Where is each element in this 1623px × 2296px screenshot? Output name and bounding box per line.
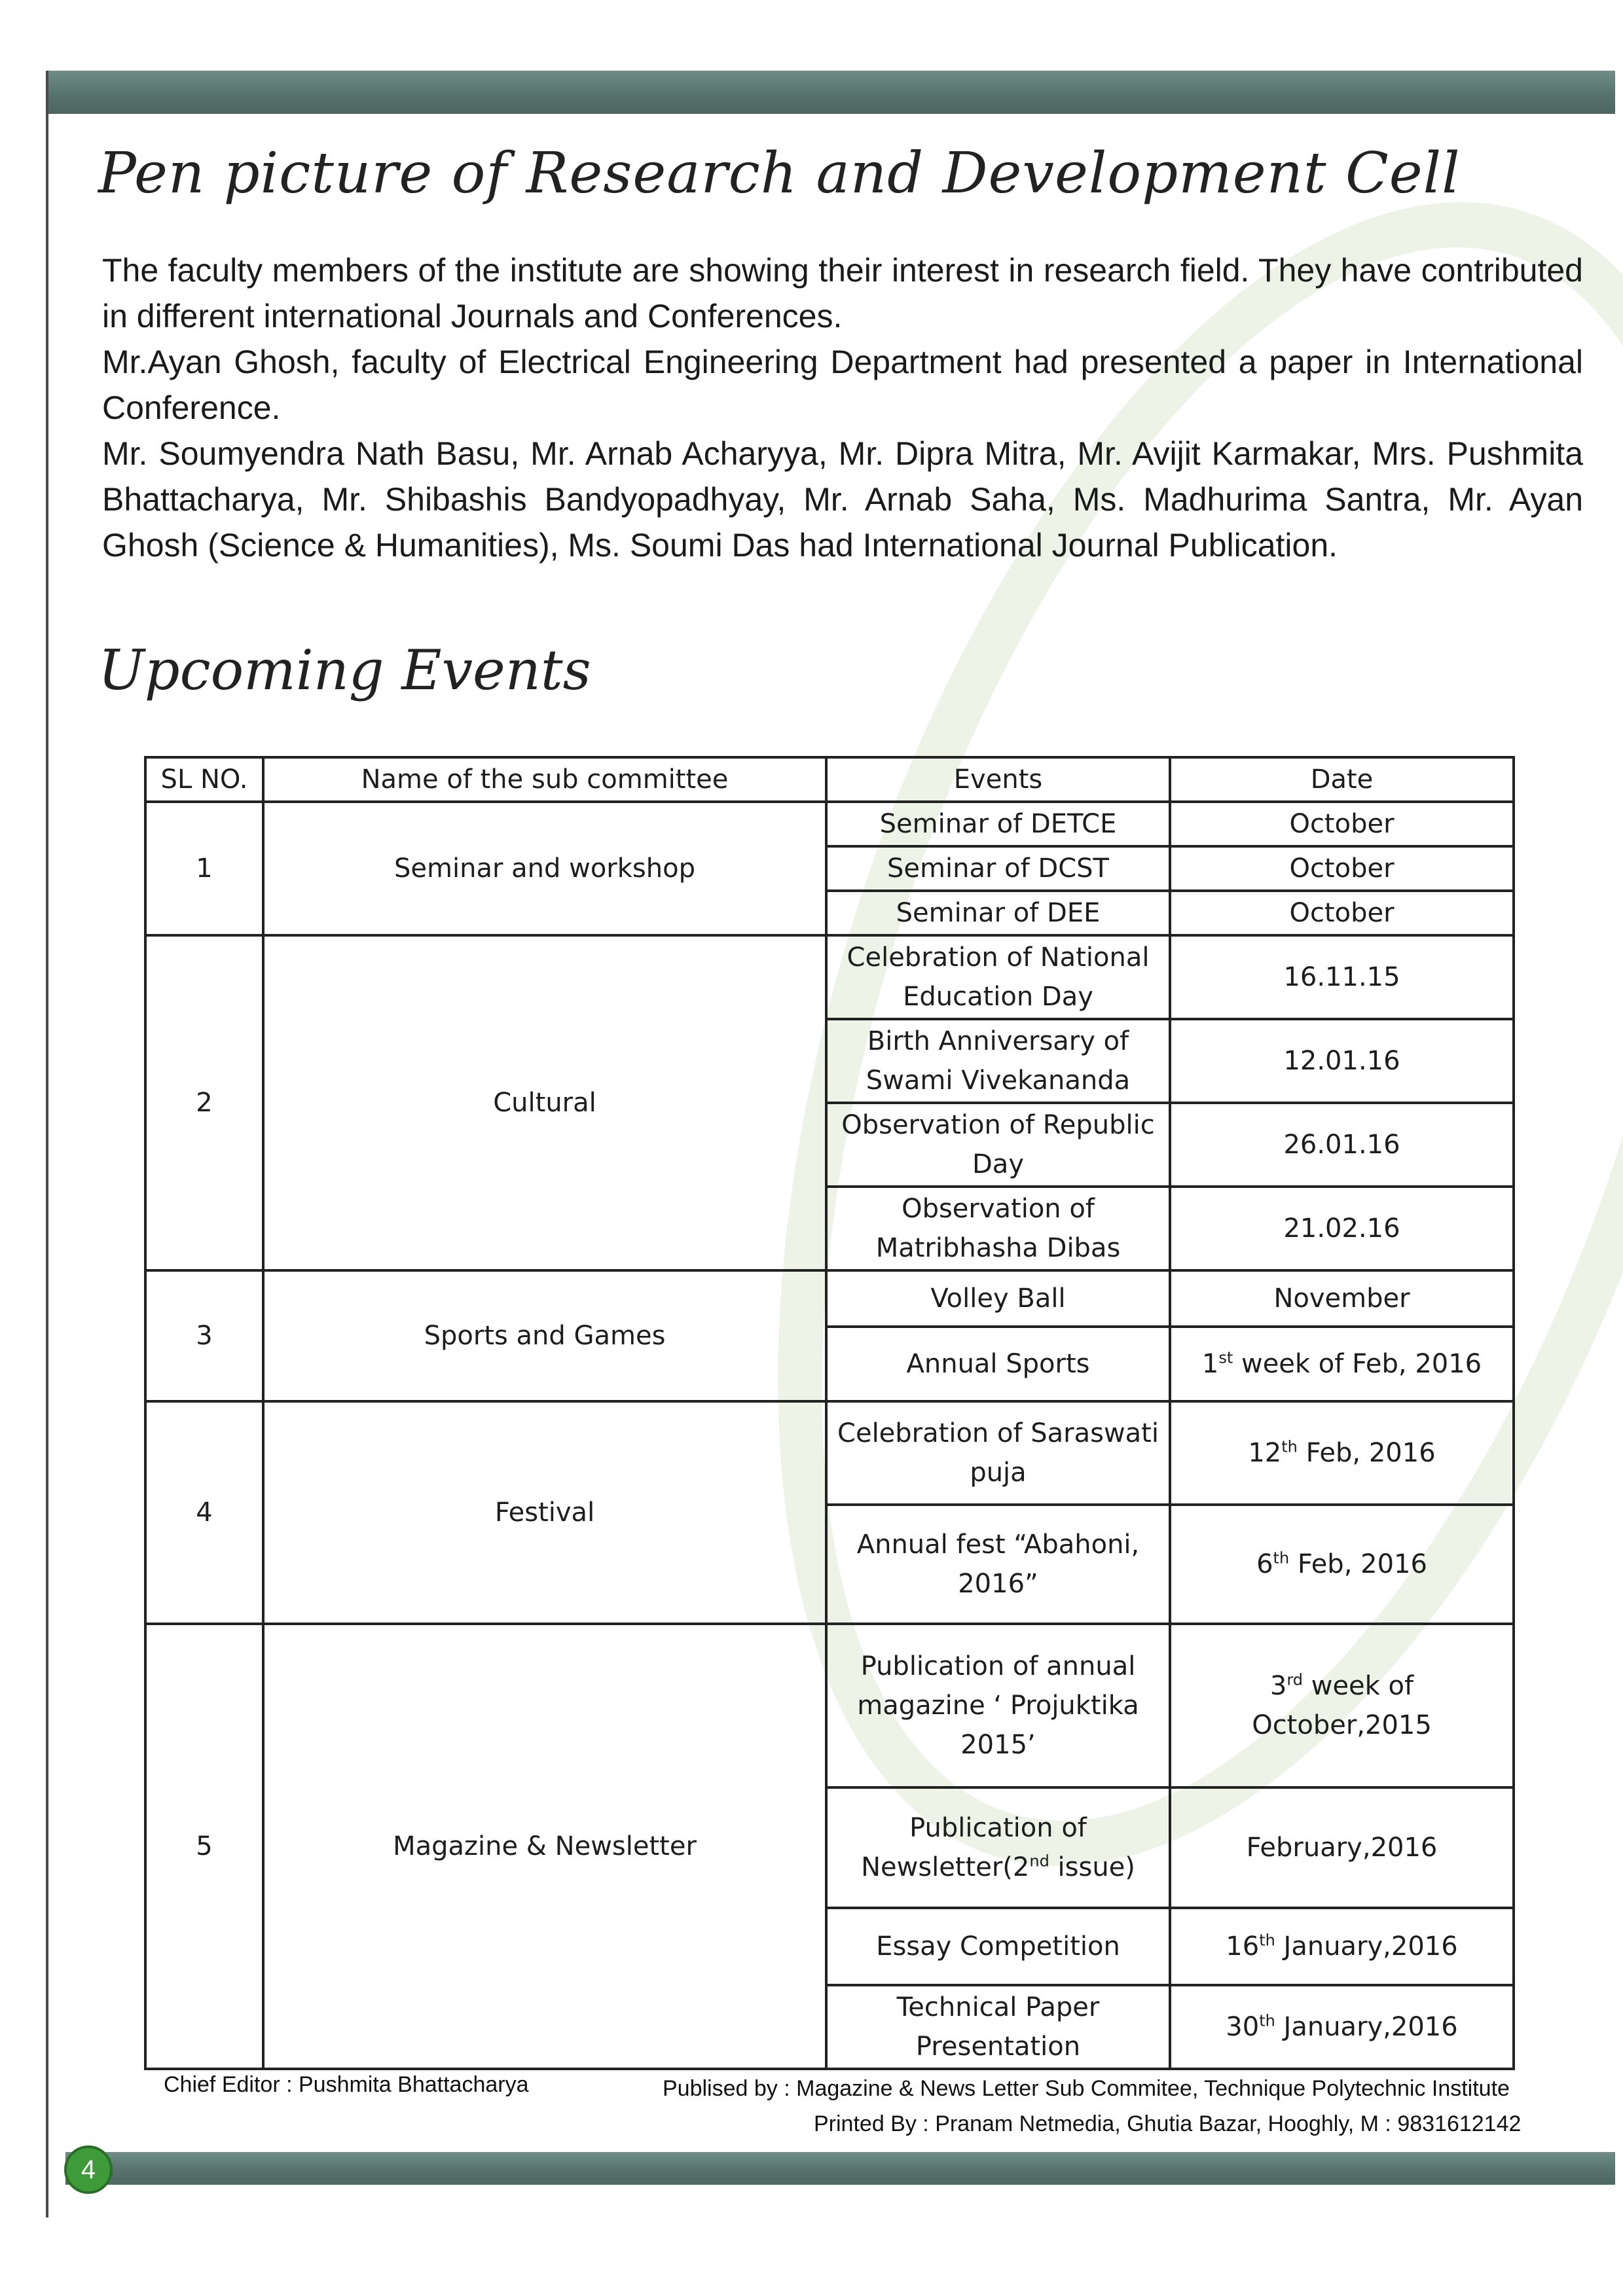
header-date: Date <box>1170 757 1514 802</box>
event-cell: Seminar of DEE <box>826 891 1170 935</box>
sub-committee-cell: Seminar and workshop <box>263 802 826 935</box>
rd-cell-body <box>102 247 1583 568</box>
upcoming-events-heading: Upcoming Events <box>98 638 591 702</box>
date-ordinal: th <box>1259 1931 1275 1950</box>
date-ordinal: st <box>1218 1348 1233 1367</box>
header-sub-committee: Name of the sub committee <box>263 757 826 802</box>
event-cell: Seminar of DETCE <box>826 802 1170 846</box>
date-day: 6 <box>1256 1549 1273 1579</box>
event-cell: Technical Paper Presentation <box>826 1985 1170 2069</box>
date-cell <box>1170 1624 1514 1787</box>
sub-committee-cell: Festival <box>263 1401 826 1624</box>
event-cell: Observation of Matribhasha Dibas <box>826 1187 1170 1270</box>
upcoming-events-table <box>144 756 1515 2070</box>
date-cell: 26.01.16 <box>1170 1103 1514 1187</box>
date-day: 1 <box>1201 1349 1219 1379</box>
chief-editor-credit: Chief Editor : Pushmita Bhattacharya <box>164 2072 529 2097</box>
date-rest: Feb, 2016 <box>1297 1438 1436 1468</box>
date-cell: 12.01.16 <box>1170 1019 1514 1103</box>
event-cell: Celebration of Saraswati puja <box>826 1401 1170 1505</box>
event-cell: Celebration of National Education Day <box>826 935 1170 1019</box>
date-rest: week of October,2015 <box>1252 1671 1432 1740</box>
date-day: 30 <box>1226 2012 1260 2042</box>
date-cell: November <box>1170 1270 1514 1327</box>
date-cell <box>1170 1505 1514 1624</box>
sub-committee-cell: Sports and Games <box>263 1270 826 1401</box>
date-ordinal: rd <box>1286 1670 1304 1689</box>
date-ordinal: th <box>1281 1437 1298 1456</box>
sl-no-cell: 4 <box>145 1401 263 1624</box>
date-rest: Feb, 2016 <box>1289 1549 1427 1579</box>
sl-no-cell: 3 <box>145 1270 263 1401</box>
date-cell <box>1170 1908 1514 1985</box>
date-rest: January,2016 <box>1275 2012 1458 2042</box>
header-band <box>47 71 1615 114</box>
event-cell: Birth Anniversary of Swami Vivekananda <box>826 1019 1170 1103</box>
date-day: 16 <box>1226 1931 1260 1962</box>
date-rest: January,2016 <box>1275 1931 1458 1962</box>
table-header-row <box>145 757 1514 802</box>
event-text: Publication of Newsletter(2 <box>861 1813 1087 1882</box>
sl-no-cell: 5 <box>145 1624 263 2069</box>
event-text: issue) <box>1049 1852 1135 1882</box>
date-cell <box>1170 1985 1514 2069</box>
table-row <box>145 1624 1514 1787</box>
header-sl-no: SL NO. <box>145 757 263 802</box>
publisher-credit: Publised by : Magazine & News Letter Sub Commitee, Technique Polytechnic Institute <box>663 2076 1510 2101</box>
sl-no-cell: 1 <box>145 802 263 935</box>
date-cell <box>1170 1327 1514 1401</box>
page-number-badge: 4 <box>64 2145 113 2194</box>
date-cell: 21.02.16 <box>1170 1187 1514 1270</box>
rd-paragraph: The faculty members of the institute are showing their interest in research field. They have contributed in different international Journals and Conferences. <box>102 252 1583 334</box>
rd-paragraph: Mr. Soumyendra Nath Basu, Mr. Arnab Acharyya, Mr. Dipra Mitra, Mr. Avijit Karmakar, Mrs. Pushmita Bhattacharya, Mr. Shibashis Bandyopadhyay, Mr. Arnab Saha, Ms. Madhurima Santra, Mr. Ayan Ghosh (Science & Humanities), Ms. Soumi Das had International Journal Publication. <box>102 435 1583 564</box>
rd-paragraph: Mr.Ayan Ghosh, faculty of Electrical Engineering Department had presented a paper in International Conference. <box>102 344 1583 426</box>
date-cell: October <box>1170 846 1514 891</box>
sl-no-cell: 2 <box>145 935 263 1270</box>
date-cell: October <box>1170 802 1514 846</box>
table-row <box>145 1270 1514 1327</box>
event-cell: Annual Sports <box>826 1327 1170 1401</box>
event-cell: Publication of annual magazine ‘ Projuktika 2015’ <box>826 1624 1170 1787</box>
event-cell: Essay Competition <box>826 1908 1170 1985</box>
event-cell: Annual fest “Abahoni, 2016” <box>826 1505 1170 1624</box>
rd-cell-heading: Pen picture of Research and Development Cell <box>98 141 1461 206</box>
table-row <box>145 935 1514 1019</box>
sub-committee-cell: Cultural <box>263 935 826 1270</box>
date-rest: week of Feb, 2016 <box>1233 1349 1482 1379</box>
date-day: 3 <box>1269 1671 1287 1701</box>
header-events: Events <box>826 757 1170 802</box>
event-ordinal: nd <box>1029 1852 1049 1871</box>
date-ordinal: th <box>1273 1549 1290 1568</box>
event-cell: Volley Ball <box>826 1270 1170 1327</box>
event-cell: Observation of Republic Day <box>826 1103 1170 1187</box>
date-cell <box>1170 1401 1514 1505</box>
printer-credit: Printed By : Pranam Netmedia, Ghutia Bazar, Hooghly, M : 9831612142 <box>814 2111 1522 2136</box>
event-cell <box>826 1787 1170 1908</box>
table-row <box>145 802 1514 846</box>
event-cell: Seminar of DCST <box>826 846 1170 891</box>
date-cell: 16.11.15 <box>1170 935 1514 1019</box>
date-day: 12 <box>1248 1438 1282 1468</box>
table-row <box>145 1401 1514 1505</box>
date-ordinal: th <box>1259 2011 1275 2030</box>
left-margin-rule <box>46 71 48 2217</box>
date-cell: October <box>1170 891 1514 935</box>
sub-committee-cell: Magazine & Newsletter <box>263 1624 826 2069</box>
footer-band <box>65 2152 1615 2185</box>
date-cell: February,2016 <box>1170 1787 1514 1908</box>
